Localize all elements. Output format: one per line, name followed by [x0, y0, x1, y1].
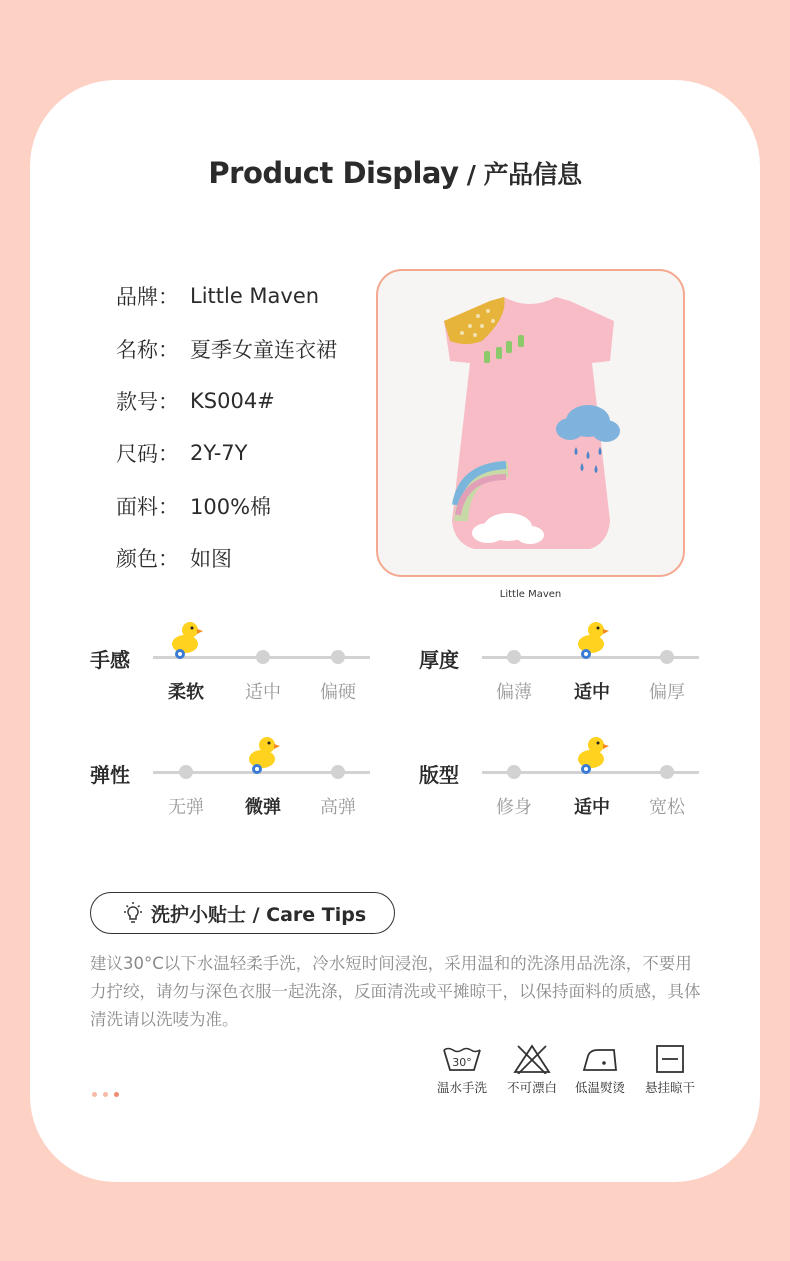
scale-option: 微弹 — [245, 797, 281, 818]
care-item-hang-dry — [635, 1044, 705, 1096]
scale-dot — [331, 650, 345, 664]
duck-indicator-icon — [245, 735, 281, 775]
info-value: Little Maven — [190, 284, 320, 309]
title-cn: 产品信息 — [483, 160, 582, 189]
scale-option: 宽松 — [649, 797, 685, 818]
title-separator: / — [458, 160, 484, 189]
care-item-hand-wash — [427, 1044, 497, 1096]
scale-label: 手感 — [90, 648, 130, 672]
duck-indicator-icon — [168, 620, 204, 660]
scale-label: 弹性 — [90, 763, 130, 787]
title-en: Product Display — [208, 156, 459, 190]
scale-dot — [660, 650, 674, 664]
duck-indicator-icon — [574, 620, 610, 660]
scale-option: 适中 — [245, 682, 281, 703]
decorative-dots — [92, 1092, 119, 1097]
care-item-low-iron — [565, 1044, 635, 1096]
info-row-size — [116, 427, 337, 479]
no-bleach-icon — [512, 1044, 552, 1074]
product-photo — [376, 269, 685, 577]
dress-illustration — [378, 271, 683, 575]
scale-option: 修身 — [496, 797, 532, 818]
care-tips-text: 建议30°C以下水温轻柔手洗，冷水短时间浸泡，采用温和的洗涤用品洗涤，不要用力拧绞，请勿与深色衣服一起洗涤，反面清洗或平摊晾干，以保持面料的质感，具体清洗请以洗唛为准。 — [90, 954, 701, 1029]
scale-fit — [419, 745, 699, 835]
scale-dot — [507, 650, 521, 664]
hand-wash-30-icon — [442, 1044, 482, 1074]
duck-indicator-icon — [574, 735, 610, 775]
scale-dot — [331, 765, 345, 779]
scale-dot — [507, 765, 521, 779]
info-key: 品牌： — [116, 285, 179, 310]
scale-hand-feel — [90, 630, 370, 720]
info-key: 款号： — [116, 389, 179, 414]
scale-dot — [179, 765, 193, 779]
care-icon-label: 低温熨烫 — [574, 1080, 625, 1095]
scale-option: 偏薄 — [496, 682, 532, 703]
scale-elasticity — [90, 745, 370, 835]
scale-dot — [256, 650, 270, 664]
info-row-brand — [116, 270, 337, 322]
wash-temp-text: 30° — [452, 1056, 472, 1069]
care-tips-label: 洗护小贴士 / Care Tips — [151, 903, 367, 926]
low-iron-icon — [580, 1044, 620, 1074]
info-row-name — [116, 322, 337, 374]
scale-thickness — [419, 630, 699, 720]
care-icon-label: 温水手洗 — [436, 1080, 487, 1095]
scale-option: 柔软 — [168, 682, 204, 703]
care-item-no-bleach — [497, 1044, 567, 1096]
scale-option: 高弹 — [320, 797, 356, 818]
scale-option: 适中 — [574, 797, 610, 818]
info-key: 面料： — [116, 494, 179, 519]
info-value: 夏季女童连衣裙 — [190, 337, 337, 362]
care-tips-pill — [90, 892, 395, 934]
care-icon-label: 悬挂晾干 — [644, 1080, 695, 1095]
lightbulb-icon — [121, 901, 145, 925]
product-info-list — [116, 270, 337, 584]
scale-dot — [660, 765, 674, 779]
info-key: 尺码： — [116, 442, 179, 467]
info-value: 100%棉 — [190, 494, 272, 519]
scale-label: 厚度 — [419, 648, 459, 672]
scale-option: 适中 — [574, 682, 610, 703]
info-value: KS004# — [190, 388, 275, 413]
photo-caption: Little Maven — [499, 589, 562, 600]
hang-dry-icon — [650, 1044, 690, 1074]
info-key: 颜色： — [116, 547, 179, 572]
scale-label: 版型 — [419, 763, 459, 787]
page-title — [0, 155, 790, 191]
info-row-fabric — [116, 480, 337, 532]
info-value: 2Y-7Y — [190, 441, 248, 466]
scale-option: 无弹 — [168, 797, 204, 818]
care-icon-label: 不可漂白 — [506, 1080, 557, 1095]
info-row-color — [116, 532, 337, 584]
info-row-style-no — [116, 375, 337, 427]
info-value: 如图 — [190, 547, 232, 572]
scale-option: 偏厚 — [649, 682, 685, 703]
scale-option: 偏硬 — [320, 682, 356, 703]
info-key: 名称： — [116, 337, 179, 362]
